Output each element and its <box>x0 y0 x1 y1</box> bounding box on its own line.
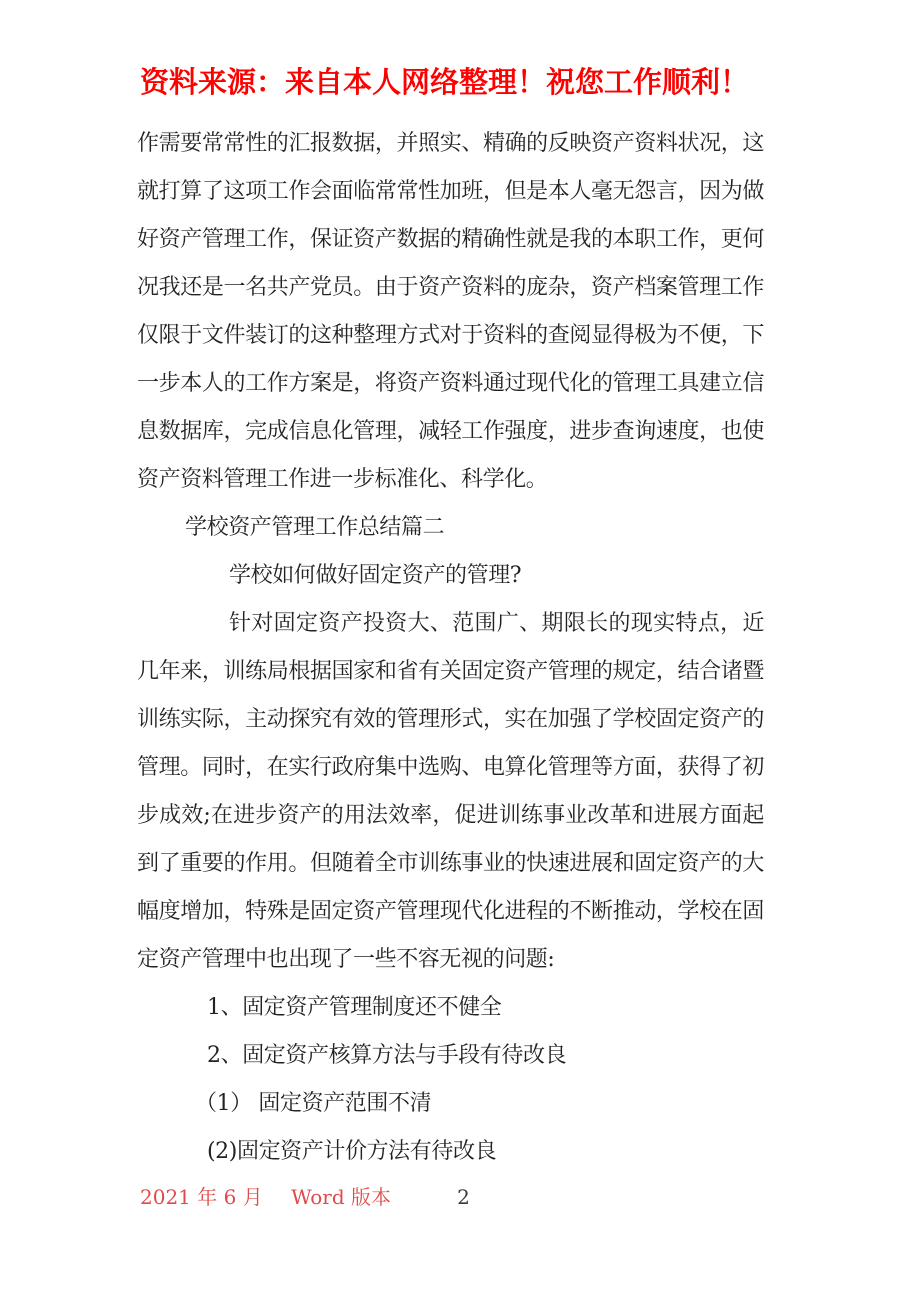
list-item-1: 1、固定资产管理制度还不健全 <box>207 995 502 1020</box>
document-footer <box>0 1184 920 1214</box>
paragraph-overview: 针对固定资产投资大、范围广、期限长的现实特点，近几年来，训练局根据国家和省有关固定资产管理的规定，结合诸暨训练实际，主动探究有效的管理形式，实在加强了学校固定资产的管理。同时，在实行政府集中选购、电算化管理等方面，获得了初步成效;在进步资产的用法效率，促进训练事业改革和进展方面起到了重要的作用。但随着全市训练事业的快速进展和固定资产的大幅度增加，特殊是固定资产管理现代化进程的不断推动，学校在固定资产管理中也出现了一些不容无视的问题: <box>137 611 764 972</box>
list-item-2-sub-1: （1） 固定资产范围不清 <box>195 1091 432 1116</box>
footer-date: 2021 年 6 月 <box>140 1185 263 1209</box>
page-number: 2 <box>457 1185 470 1209</box>
paragraph-continuation: 作需要常常性的汇报数据，并照实、精确的反映资产资料状况，这就打算了这项工作会面临常常性加班，但是本人毫无怨言，因为做好资产管理工作，保证资产数据的精确性就是我的本职工作，更何况我还是一名共产党员。由于资产资料的庞杂，资产档案管理工作仅限于文件装订的这种整理方式对于资料的查阅显得极为不便，下一步本人的工作方案是，将资产资料通过现代化的管理工具建立信息数据库，完成信息化管理，减轻工作强度，进步查询速度，也使资产资料管理工作进一步标准化、科学化。 <box>137 131 764 492</box>
list-item-2: 2、固定资产核算方法与手段有待改良 <box>207 1043 567 1068</box>
paragraph-question: 学校如何做好固定资产的管理? <box>229 563 522 588</box>
list-item-2-sub-2: (2)固定资产计价方法有待改良 <box>207 1139 497 1164</box>
document-body <box>137 120 764 1176</box>
section-heading-part-two: 学校资产管理工作总结篇二 <box>185 515 445 540</box>
footer-version-label: Word 版本 <box>291 1185 392 1209</box>
document-header-notice: 资料来源：来自本人网络整理！祝您工作顺利！ <box>140 65 750 99</box>
